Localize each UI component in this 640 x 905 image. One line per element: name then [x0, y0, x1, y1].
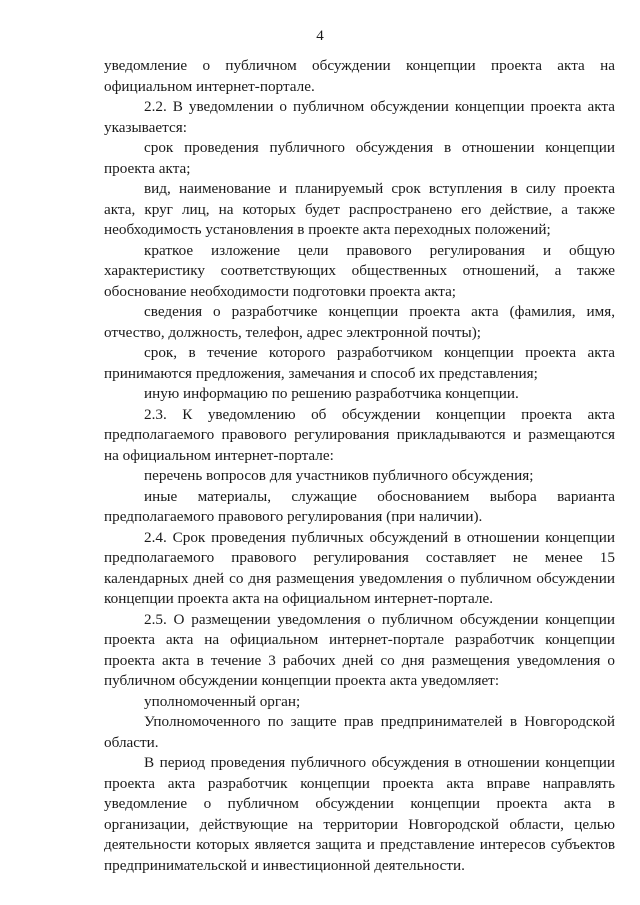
paragraph-discussion-period: срок проведения публичного обсуждения в отношении концепции проекта акта;	[104, 139, 615, 177]
page-number: 4	[316, 28, 324, 44]
paragraph-proposal-period: срок, в течение которого разработчиком концепции проекта акта принимаются предложения, замечания и способ их представления;	[104, 344, 615, 382]
paragraph-authorized-body: уполномоченный орган;	[144, 692, 301, 710]
paragraph-2-2: 2.2. В уведомлении о публичном обсуждении концепции проекта акта указывается:	[104, 98, 615, 136]
paragraph-2-3: 2.3. К уведомлению об обсуждении концепции проекта акта предполагаемого правового регулирования прикладываются и размещаются на официальном интернет-портале:	[104, 405, 615, 464]
paragraph-2-4: 2.4. Срок проведения публичных обсуждений в отношении концепции предполагаемого правового регулирования составляет не менее 15 календарных дней со дня размещения уведомления о публичном обсуждении концепции проекта акта на официальном интернет-портале.	[104, 528, 615, 607]
paragraph-developer-info: сведения о разработчике концепции проекта акта (фамилия, имя, отчество, должность, телефон, адрес электронной почты);	[104, 303, 615, 341]
paragraph-act-type: вид, наименование и планируемый срок вступления в силу проекта акта, круг лиц, на которых будет распространено его действие, а также необходимость установления в проекте акта переходных положений;	[104, 180, 615, 238]
paragraph-notice-continuation: уведомление о публичном обсуждении концепции проекта акта на официальном интернет-портале.	[104, 57, 615, 95]
paragraph-other-info: иную информацию по решению разработчика концепции.	[144, 385, 519, 402]
paragraph-ombudsman: Уполномоченного по защите прав предпринимателей в Новгородской области.	[104, 713, 615, 751]
paragraph-question-list: перечень вопросов для участников публичного обсуждения;	[144, 467, 534, 484]
paragraph-regulation-goal: краткое изложение цели правового регулирования и общую характеристику соответствующих общественных отношений, а также обоснование необходимости подготовки проекта акта;	[104, 241, 615, 300]
paragraph-other-materials: иные материалы, служащие обоснованием выбора варианта предполагаемого правового регулирования (при наличии).	[104, 487, 615, 525]
paragraph-discussion-notices: В период проведения публичного обсуждения в отношении концепции проекта акта разработчик концепции проекта акта вправе направлять уведомление о публичном обсуждении концепции проекта акта в организации, действующие на территории Новгородской области, целью деятельности которых является защита и представление интересов субъектов предпринимательской и инвестиционной деятельности.	[104, 754, 615, 874]
document-body	[104, 56, 615, 876]
paragraph-2-5: 2.5. О размещении уведомления о публичном обсуждении концепции проекта акта на официальном интернет-портале разработчик концепции проекта акта в течение 3 рабочих дней со дня размещения уведомления о публичном обсуждении концепции проекта акта уведомляет:	[104, 610, 615, 689]
